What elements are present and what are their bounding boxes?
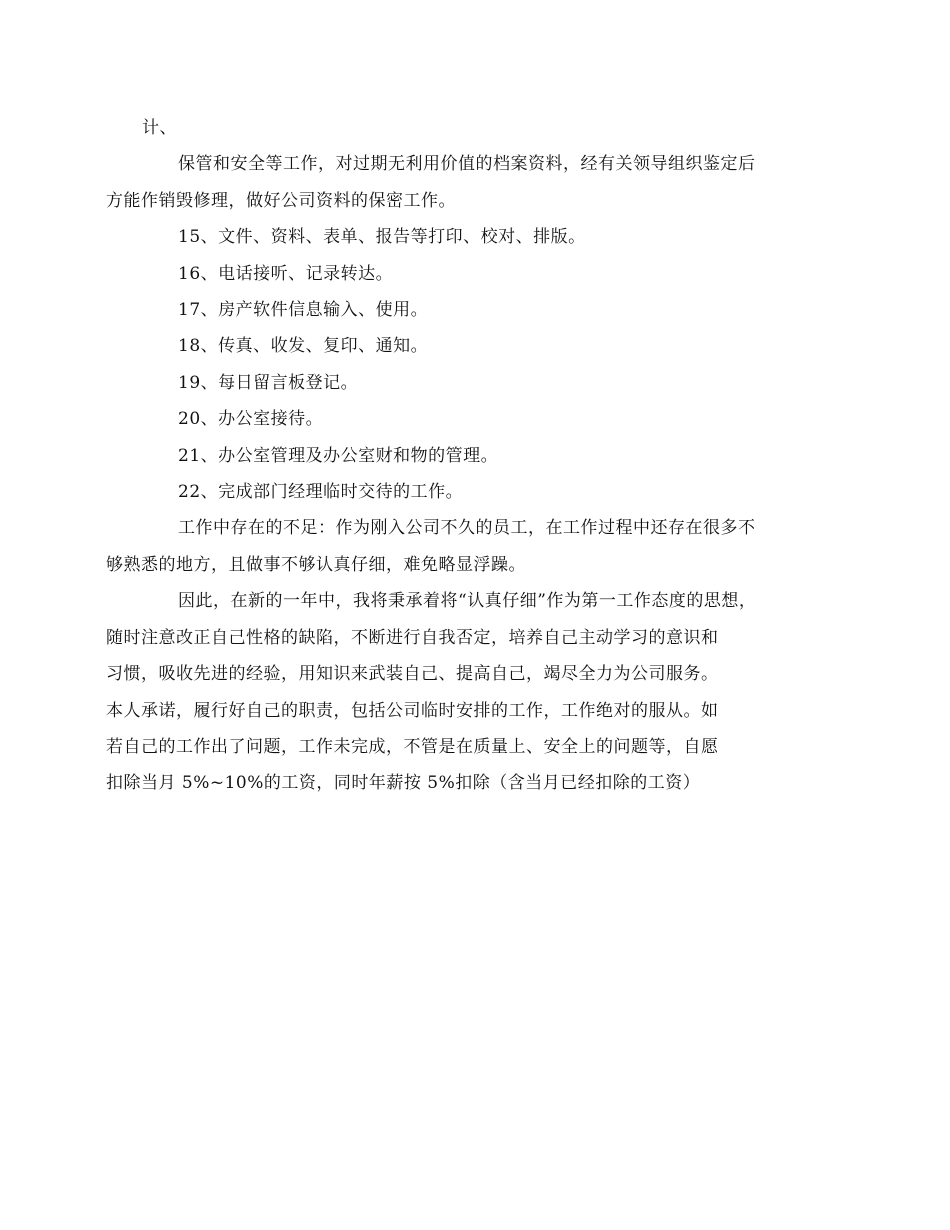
text-line: 21、办公室管理及办公室财和物的管理。 (178, 445, 499, 466)
paragraph-archive-duties (106, 146, 802, 219)
text-line: 随时注意改正自己性格的缺陷，不断进行自我否定，培养自己主动学习的意识和 (106, 627, 719, 648)
text-line: 20、办公室接待。 (178, 409, 324, 430)
text-line: 18、传真、收发、复印、通知。 (178, 336, 429, 357)
document-body (106, 110, 802, 802)
list-item-19 (142, 365, 802, 401)
list-item-17 (142, 292, 802, 328)
text-line: 若自己的工作出了问题，工作未完成，不管是在质量上、安全上的问题等，自愿 (106, 736, 719, 757)
text-line: 方能作销毁修理，做好公司资料的保密工作。 (106, 190, 456, 211)
text-line: 够熟悉的地方，且做事不够认真仔细，难免略显浮躁。 (106, 554, 526, 575)
text-line: 习惯，吸收先进的经验，用知识来武装自己、提高自己，竭尽全力为公司服务。 (106, 664, 719, 685)
text-line: 19、每日留言板登记。 (178, 372, 359, 393)
text-line: 16、电话接听、记录转达。 (178, 263, 394, 284)
list-item-18 (142, 328, 802, 364)
text-line: 工作中存在的不足：作为刚入公司不久的员工，在工作过程中还存在很多不 (178, 518, 756, 539)
list-item-16 (142, 256, 802, 292)
list-item-15 (142, 219, 802, 255)
text-line: 因此，在新的一年中，我将秉承着将“认真仔细”作为第一工作态度的思想， (178, 591, 757, 612)
paragraph-commitment (106, 583, 802, 801)
text-line: 计、 (142, 118, 177, 138)
text-line: 本人承诺，履行好自己的职责，包括公司临时安排的工作，工作绝对的服从。如 (106, 700, 719, 721)
text-line: 保管和安全等工作，对过期无利用价值的档案资料，经有关领导组织鉴定后 (178, 154, 756, 175)
paragraph-fragment (142, 110, 802, 146)
list-item-20 (142, 401, 802, 437)
text-line: 15、文件、资料、表单、报告等打印、校对、排版。 (178, 227, 586, 248)
list-item-21 (142, 438, 802, 474)
text-line: 22、完成部门经理临时交待的工作。 (178, 482, 464, 503)
paragraph-shortcomings (106, 510, 802, 583)
text-line: 17、房产软件信息输入、使用。 (178, 300, 429, 321)
text-line: 扣除当月 5%~10%的工资，同时年薪按 5%扣除（含当月已经扣除的工资） (106, 773, 701, 794)
list-item-22 (142, 474, 802, 510)
